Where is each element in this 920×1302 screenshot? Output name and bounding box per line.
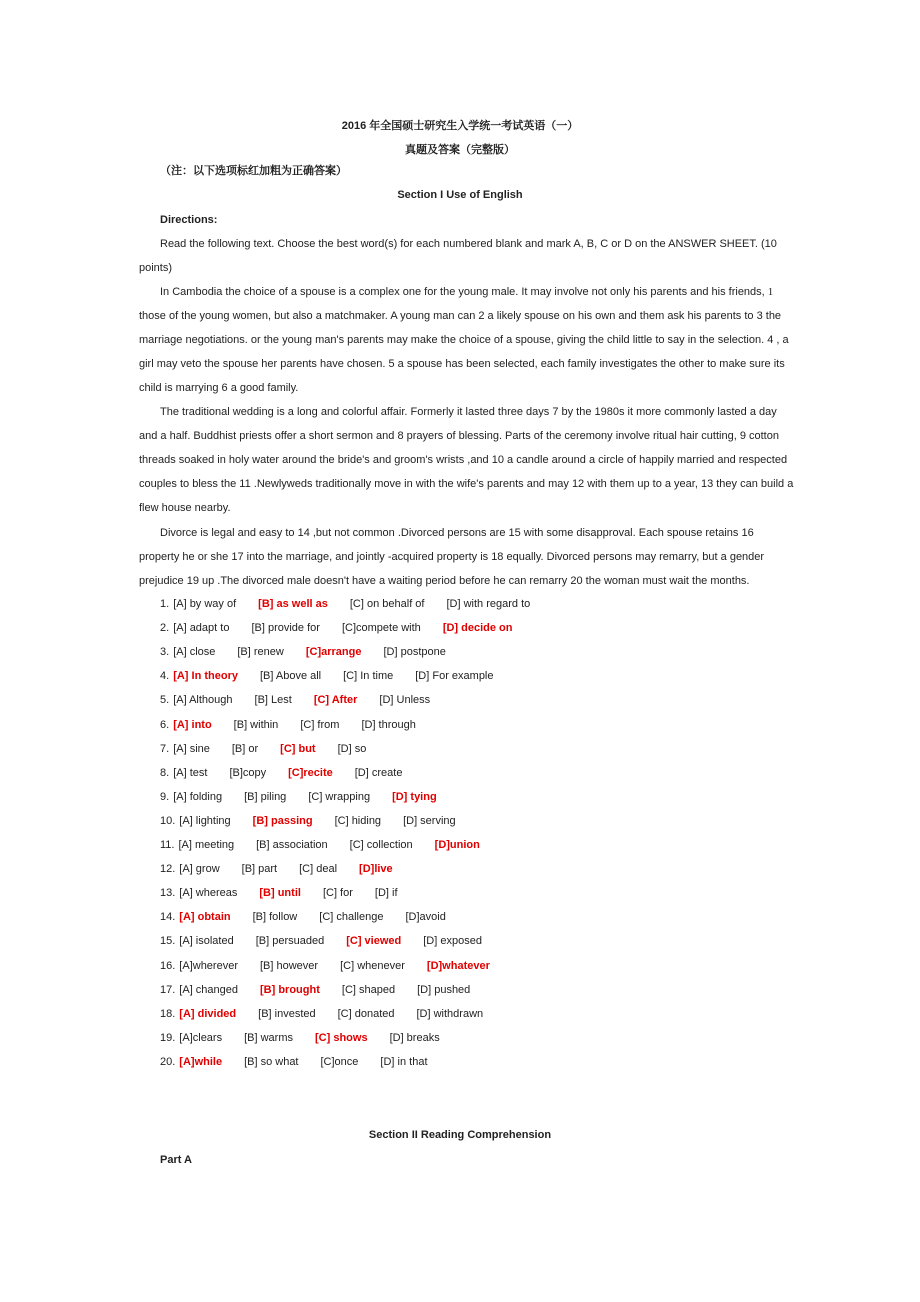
- answer-option: [A]clears: [179, 1031, 223, 1044]
- question-row: [160, 670, 494, 682]
- question-number: 6.: [160, 718, 170, 731]
- answer-option-correct: [D] decide on: [442, 622, 513, 635]
- answer-option: [B] warms: [244, 1031, 293, 1044]
- passage-p2-line-1: The traditional wedding is a long and colorful affair. Formerly it lasted three days 7 by the 1980s it more commonly lasted a day: [160, 406, 777, 418]
- answer-option: [B] so what: [244, 1055, 299, 1068]
- answer-option: [C] for: [322, 887, 353, 900]
- answer-option: [A]wherever: [179, 959, 238, 972]
- passage-p2-line-2: and a half. Buddhist priests offer a short sermon and 8 prayers of blessing. Parts of the ceremony involve ritual hair cutting, 9 cotton: [139, 430, 779, 442]
- answer-option: [B]copy: [229, 766, 267, 779]
- question-number: 11.: [160, 839, 175, 851]
- question-row: [160, 1032, 440, 1044]
- question-row: [160, 646, 446, 658]
- answer-option: [D] so: [337, 742, 367, 755]
- answer-option: [D] in that: [380, 1055, 428, 1068]
- question-number: 5.: [160, 694, 170, 707]
- question-row: [160, 622, 512, 634]
- answer-option: [A] whereas: [179, 887, 238, 900]
- answer-option: [B] piling: [244, 790, 287, 803]
- answer-option: [B] association: [256, 839, 328, 851]
- question-number: 4.: [160, 670, 170, 683]
- passage-text: In Cambodia the choice of a spouse is a complex one for the young male. It may involve not only his parents and his friends,: [160, 286, 765, 298]
- answer-option: [A] Although: [173, 694, 233, 707]
- answer-option: [C] deal: [299, 863, 338, 876]
- blank-number: 1: [767, 286, 774, 298]
- exam-subtitle: 真题及答案（完整版）: [405, 144, 515, 156]
- question-number: 13.: [160, 887, 176, 900]
- answer-option-correct: [C]arrange: [305, 646, 362, 659]
- answer-option: [C] hiding: [334, 814, 382, 827]
- answer-option-correct: [B] brought: [260, 983, 320, 996]
- answer-option: [D] breaks: [389, 1031, 440, 1044]
- answer-option: [D] exposed: [423, 935, 482, 948]
- answer-option: [B] however: [260, 959, 319, 972]
- answer-option: [C] collection: [349, 839, 413, 851]
- question-number: 18.: [160, 1007, 176, 1020]
- answer-option: [B] part: [241, 863, 278, 876]
- answer-option-correct: [C] but: [280, 742, 316, 755]
- answer-option: [D] if: [374, 887, 398, 900]
- answer-option: [A] folding: [173, 790, 223, 803]
- answer-option: [B] persuaded: [255, 935, 325, 948]
- answer-option-correct: [B] as well as: [258, 598, 328, 610]
- answer-option: [B] or: [231, 742, 259, 755]
- directions-text-2: points): [139, 262, 173, 274]
- answer-option: [A] by way of: [173, 598, 237, 610]
- answer-option: [C] shaped: [341, 983, 396, 996]
- question-row: [160, 911, 446, 923]
- answer-option-correct: [A] divided: [179, 1007, 237, 1020]
- answer-option: [A] lighting: [179, 814, 231, 827]
- answer-note: （注：以下选项标红加粗为正确答案）: [160, 165, 347, 177]
- question-row: [160, 767, 402, 779]
- answer-option: [D] with regard to: [446, 598, 531, 610]
- passage-p2-line-5: flew house nearby.: [139, 502, 231, 514]
- answer-option-correct: [D]whatever: [426, 959, 490, 972]
- question-row: [160, 935, 482, 947]
- answer-option-correct: [B] until: [259, 887, 301, 900]
- question-row: [160, 984, 470, 996]
- answer-option: [A] test: [173, 766, 208, 779]
- answer-option: [C] In time: [343, 670, 394, 683]
- question-number: 8.: [160, 766, 170, 779]
- answer-option: [B] provide for: [251, 622, 320, 635]
- answer-option-correct: [C]recite: [288, 766, 333, 779]
- passage-p2-line-3: threads soaked in holy water around the bride's and groom's wrists ,and 10 a candle around a circle of happily married and respected: [139, 454, 788, 466]
- passage-p1-line-3: marriage negotiations. or the young man's parents may make the choice of a spouse, giving the child little to say in the selection. 4 , a: [139, 334, 789, 346]
- section2-title: Section II Reading Comprehension: [368, 1129, 552, 1141]
- question-row: [160, 743, 366, 755]
- question-number: 17.: [160, 983, 176, 996]
- answer-option: [A] adapt to: [173, 622, 230, 635]
- passage-p3-line-2: property he or she 17 into the marriage, and jointly -acquired property is 18 equally. Divorced persons may remarry, but a gender: [139, 551, 765, 563]
- passage-p1-line-4: girl may veto the spouse her parents have chosen. 5 a spouse has been selected, each family investigates the other to make sure its: [139, 358, 785, 370]
- answer-option-correct: [C] After: [313, 694, 358, 707]
- question-number: 16.: [160, 959, 176, 972]
- passage-p1-line-1: [160, 285, 810, 299]
- question-row: [160, 863, 393, 875]
- passage-p1-line-5: child is marrying 6 a good family.: [139, 382, 299, 394]
- answer-option: [D] through: [361, 718, 416, 731]
- answer-option-correct: [D]union: [434, 839, 480, 851]
- answer-option: [D] postpone: [383, 646, 446, 659]
- answer-option: [D] For example: [415, 670, 494, 683]
- question-row: [160, 887, 398, 899]
- answer-option: [B] invested: [258, 1007, 316, 1020]
- passage-p3-line-1: Divorce is legal and easy to 14 ,but not common .Divorced persons are 15 with some disapproval. Each spouse retains 16: [160, 527, 754, 539]
- question-number: 15.: [160, 935, 176, 948]
- answer-option-correct: [C] shows: [315, 1031, 368, 1044]
- answer-option-correct: [A] into: [173, 718, 212, 731]
- question-row: [160, 694, 430, 706]
- answer-option-correct: [D]live: [359, 863, 393, 876]
- question-row: [160, 960, 490, 972]
- answer-option: [B] renew: [237, 646, 284, 659]
- answer-option-correct: [A] obtain: [179, 911, 231, 924]
- answer-option: [B] follow: [252, 911, 298, 924]
- answer-option: [A] meeting: [178, 839, 235, 851]
- question-number: 12.: [160, 863, 176, 876]
- answer-option: [C]once: [320, 1055, 359, 1068]
- answer-option: [D] withdrawn: [416, 1007, 484, 1020]
- directions-text-1: Read the following text. Choose the best word(s) for each numbered blank and mark A, B, C or D on the ANSWER SHEET. (10: [160, 238, 777, 250]
- question-row: [160, 598, 530, 610]
- question-row: [160, 791, 437, 803]
- answer-option: [B] Above all: [259, 670, 322, 683]
- exam-title: 2016 年全国硕士研究生入学统一考试英语（一）: [341, 120, 579, 132]
- question-row: [160, 839, 480, 851]
- question-number: 1.: [160, 598, 170, 610]
- answer-option: [D] Unless: [379, 694, 431, 707]
- answer-option: [A] sine: [173, 742, 210, 755]
- answer-option: [A] isolated: [179, 935, 234, 948]
- passage-p3-line-3: prejudice 19 up .The divorced male doesn't have a waiting period before he can remarry 20 the woman must wait the months.: [139, 575, 750, 587]
- answer-option: [C] challenge: [319, 911, 384, 924]
- question-number: 2.: [160, 622, 170, 635]
- answer-option-correct: [C] viewed: [346, 935, 402, 948]
- answer-option: [B] Lest: [254, 694, 292, 707]
- question-number: 19.: [160, 1031, 176, 1044]
- question-number: 3.: [160, 646, 170, 659]
- answer-option-correct: [B] passing: [252, 814, 313, 827]
- answer-option: [C] on behalf of: [349, 598, 425, 610]
- question-number: 7.: [160, 742, 170, 755]
- answer-option: [D] serving: [403, 814, 456, 827]
- passage-p1-line-2: those of the young women, but also a matchmaker. A young man can 2 a likely spouse on his own and them ask his parents to 3 the: [139, 310, 782, 322]
- answer-option: [D]avoid: [405, 911, 446, 924]
- answer-option-correct: [D] tying: [392, 790, 437, 803]
- answer-option: [C] whenever: [340, 959, 405, 972]
- question-row: [160, 719, 416, 731]
- answer-option: [B] within: [233, 718, 279, 731]
- section1-title: Section I Use of English: [397, 189, 523, 201]
- question-row: [160, 1056, 428, 1068]
- question-number: 14.: [160, 911, 176, 924]
- answer-option: [C] wrapping: [308, 790, 371, 803]
- answer-option: [A] grow: [179, 863, 220, 876]
- answer-option-correct: [A]while: [179, 1055, 223, 1068]
- answer-option: [C]compete with: [341, 622, 421, 635]
- answer-option: [D] pushed: [417, 983, 471, 996]
- question-number: 10.: [160, 814, 176, 827]
- part-a-label: Part A: [160, 1154, 192, 1166]
- answer-option: [A] changed: [179, 983, 239, 996]
- question-number: 9.: [160, 790, 170, 803]
- answer-option: [D] create: [354, 766, 403, 779]
- directions-label: Directions:: [160, 214, 218, 226]
- answer-option: [C] from: [300, 718, 340, 731]
- answer-option: [A] close: [173, 646, 216, 659]
- question-number: 20.: [160, 1055, 176, 1068]
- answer-option-correct: [A] In theory: [173, 670, 238, 683]
- answer-option: [C] donated: [337, 1007, 395, 1020]
- question-row: [160, 1008, 483, 1020]
- passage-p2-line-4: couples to bless the 11 .Newlyweds traditionally move in with the wife's parents and may 12 with them up to a year, 13 they can build a: [139, 478, 794, 490]
- question-row: [160, 815, 456, 827]
